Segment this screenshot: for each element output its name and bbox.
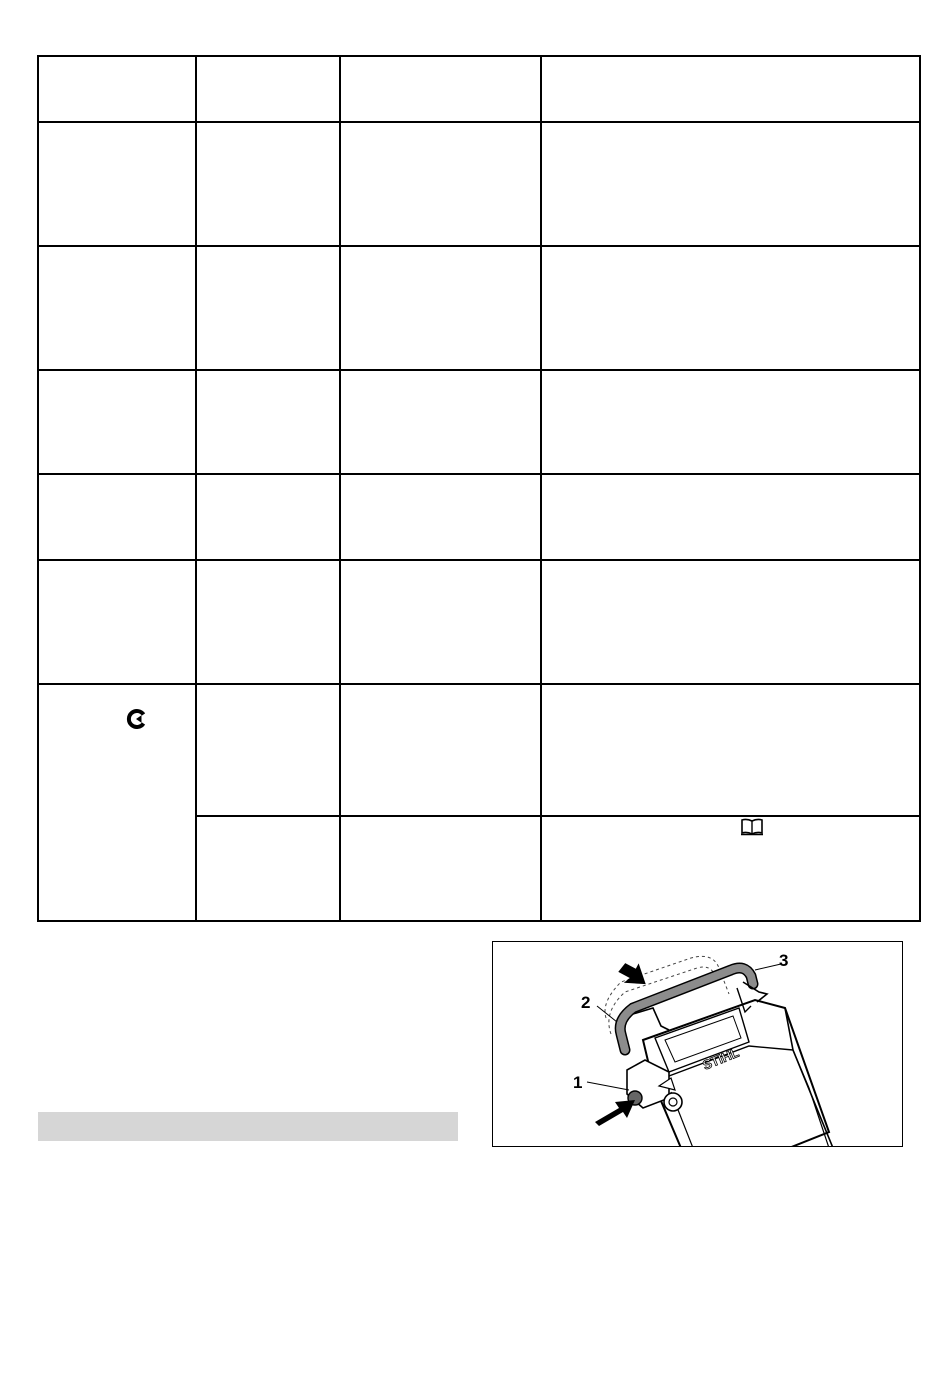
section-heading-band — [38, 1112, 458, 1141]
table-row-divider — [37, 473, 921, 475]
press-arrow-icon — [615, 957, 653, 992]
table-column-divider — [195, 55, 197, 922]
table-row-divider — [37, 121, 921, 123]
table-border-top — [37, 55, 921, 57]
table-border-right — [919, 55, 921, 922]
press-arrow-icon — [595, 1100, 635, 1126]
table-column-divider — [339, 55, 341, 922]
table-border-bottom — [37, 920, 921, 922]
book-icon — [740, 818, 764, 836]
table-column-divider — [540, 55, 542, 922]
table-row-divider — [37, 369, 921, 371]
data-table — [37, 55, 921, 922]
power-c-icon — [126, 708, 148, 730]
handle-folding-drawing — [493, 942, 903, 1147]
callout-label-1: 1 — [573, 1073, 583, 1092]
table-row-divider — [37, 683, 921, 685]
product-illustration — [492, 941, 903, 1147]
callout-label-3: 3 — [779, 951, 789, 970]
brand-logo-text: STIHL — [700, 1044, 741, 1073]
table-border-left — [37, 55, 39, 922]
table-row-divider — [37, 559, 921, 561]
callout-label-2: 2 — [581, 993, 591, 1012]
table-row-divider — [37, 245, 921, 247]
table-subrow-divider — [195, 815, 921, 817]
